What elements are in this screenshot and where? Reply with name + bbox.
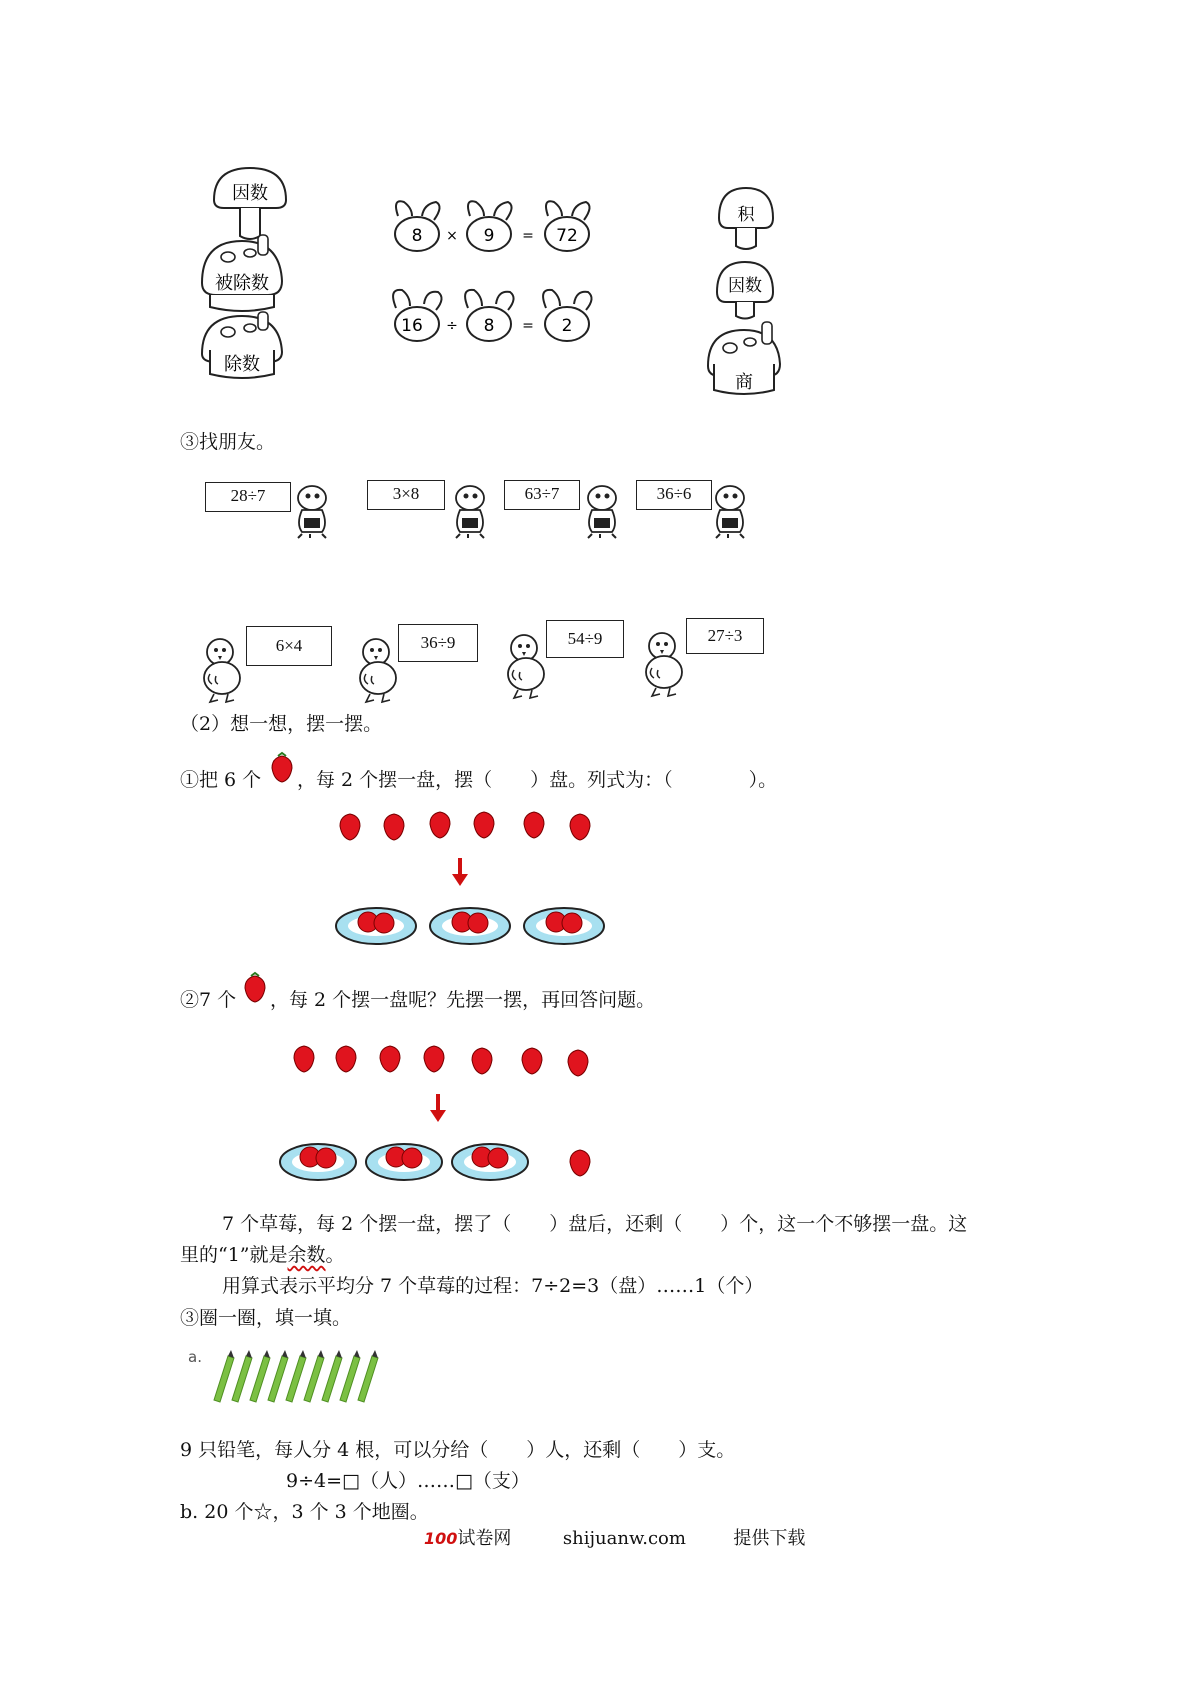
chick-icon (638, 630, 694, 698)
rabbit-face (543, 290, 591, 341)
pencils-figure (210, 1352, 380, 1406)
footer (424, 1524, 805, 1550)
expression-card: 63÷7 (504, 480, 580, 510)
svg-text:=: = (522, 228, 534, 244)
chick-icon (500, 632, 556, 700)
mushroom-right-3 (704, 322, 786, 400)
paragraph-line-2: 里的“1”就是余数。 (180, 1244, 345, 1266)
pencil-question: 9 只铅笔，每人分 4 根，可以分给（ ）人，还剩（ ）支。 (180, 1439, 736, 1461)
remainder-term: 余数 (287, 1244, 326, 1266)
expression-card: 28÷7 (205, 482, 291, 512)
expression-card: 36÷6 (636, 480, 712, 510)
penguin-icon (706, 484, 752, 540)
mushroom-label: 被除数 (215, 273, 269, 294)
rabbit-equation-2 (390, 286, 610, 346)
paragraph-line-1: 7 个草莓，每 2 个摆一盘，摆了（ ）盘后，还剩（ ）个，这一个不够摆一盘。这 (222, 1213, 968, 1235)
question-find-friends: ③找朋友。 (180, 431, 276, 453)
expression-card: 54÷9 (546, 620, 624, 658)
strawberry-plates-figure-2 (276, 1036, 606, 1186)
footer-site-name: 试卷网 (457, 1528, 512, 1549)
penguin-icon (578, 484, 624, 540)
svg-text:8: 8 (411, 226, 423, 246)
penguin-icon (288, 484, 334, 540)
rabbit-face (465, 290, 513, 341)
question-1-text: ，每 2 个摆一盘，摆（ ）盘。列式为：（ ）。 (297, 769, 778, 791)
mushroom-left-1 (210, 166, 290, 244)
expression-card: 27÷3 (686, 618, 764, 654)
question-b: b. 20 个☆，3 个 3 个地圈。 (180, 1501, 429, 1523)
paragraph-line-3: 用算式表示平均分 7 个草莓的过程：7÷2=3（盘）……1（个） (222, 1275, 764, 1297)
svg-text:×: × (446, 228, 458, 244)
mushroom-label: 商 (735, 372, 753, 393)
rabbit-face (545, 201, 590, 251)
pencil-formula: 9÷4=□（人）……□（支） (286, 1470, 530, 1492)
mushroom-right-1 (716, 184, 776, 254)
expression-card: 36÷9 (398, 624, 478, 662)
question-circle-fill: ③圈一圈，填一填。 (180, 1307, 352, 1329)
rabbit-face (393, 290, 441, 341)
mushroom-label: 积 (737, 205, 755, 225)
question-2-prefix: ②7 个 (180, 989, 237, 1011)
section-2-title: （2）想一想，摆一摆。 (180, 713, 383, 735)
footer-tail: 提供下载 (733, 1528, 806, 1549)
mushroom-label: 因数 (728, 276, 762, 296)
svg-text:2: 2 (561, 316, 573, 336)
mushroom-label: 除数 (224, 354, 260, 375)
chick-icon (196, 636, 252, 704)
strawberry-icon (270, 752, 294, 782)
footer-logo: 100 (424, 1529, 458, 1548)
footer-url[interactable]: shijuanw.com (562, 1528, 686, 1549)
svg-text:72: 72 (556, 226, 578, 246)
rabbit-equation-1 (390, 198, 610, 258)
svg-text:÷: ÷ (446, 318, 458, 334)
question-1-prefix: ①把 6 个 (180, 769, 262, 791)
svg-text:16: 16 (401, 316, 423, 336)
expression-card: 3×8 (367, 480, 445, 510)
label-a: a. (188, 1348, 202, 1366)
mushroom-left-3 (198, 312, 288, 384)
svg-text:8: 8 (483, 316, 495, 336)
mushroom-right-2 (714, 258, 776, 320)
strawberry-icon (243, 972, 267, 1002)
rabbit-face (467, 201, 512, 251)
rabbit-face (395, 201, 440, 251)
strawberry-plates-figure-1 (328, 810, 618, 960)
chick-icon (352, 636, 408, 704)
mushroom-label: 因数 (232, 183, 268, 204)
mushroom-left-2 (198, 235, 288, 315)
question-2-text: ，每 2 个摆一盘呢？先摆一摆，再回答问题。 (270, 989, 656, 1011)
expression-card: 6×4 (246, 626, 332, 666)
svg-text:=: = (522, 318, 534, 334)
penguin-icon (446, 484, 492, 540)
svg-text:9: 9 (483, 226, 495, 246)
